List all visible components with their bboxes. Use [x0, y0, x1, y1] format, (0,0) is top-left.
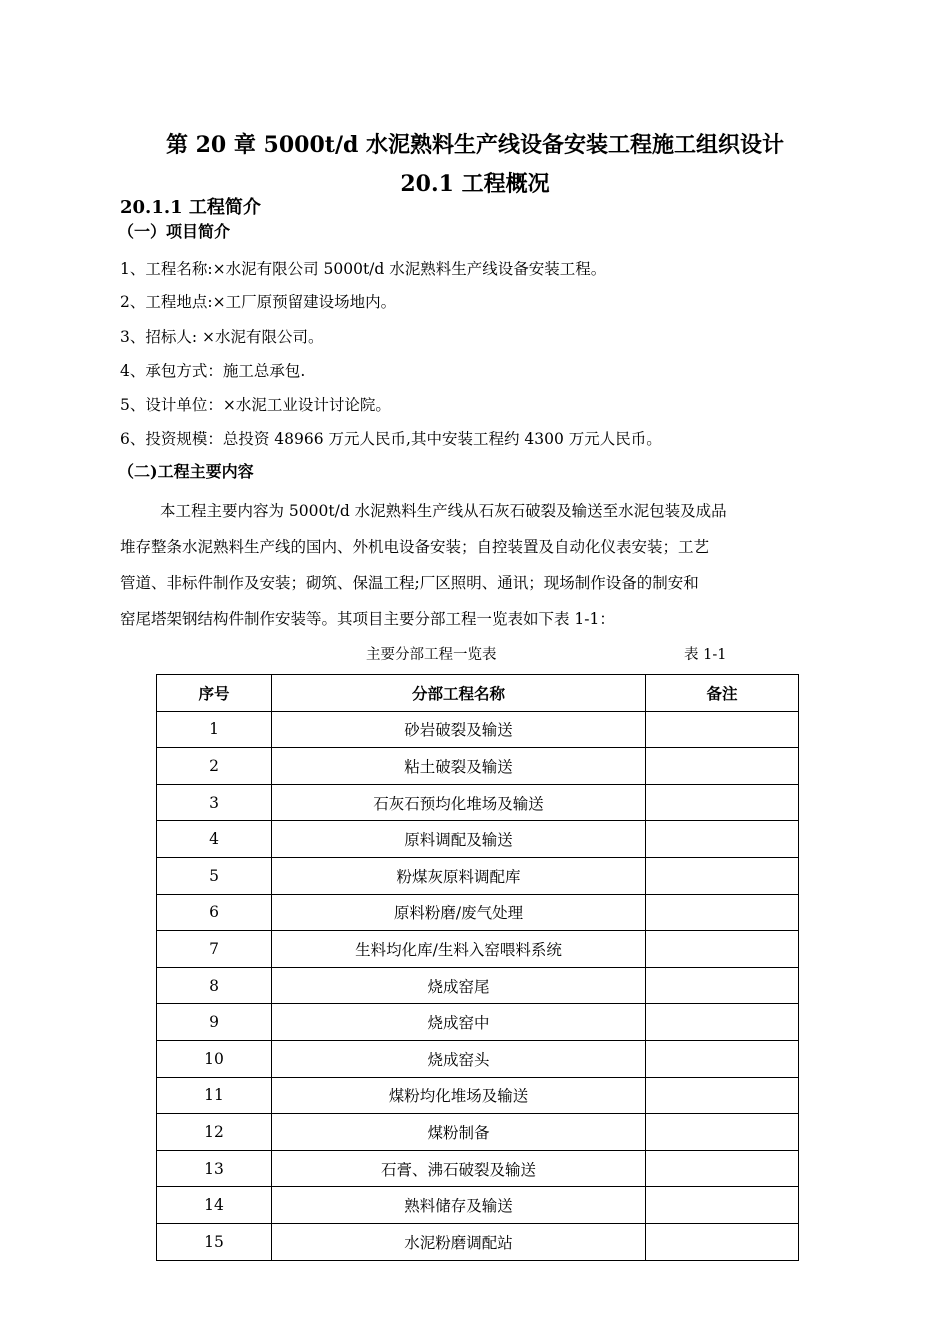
cell-remarks	[646, 931, 799, 968]
table-row	[157, 1114, 799, 1151]
table-row	[157, 1040, 799, 1077]
cell-index: 14	[157, 1187, 272, 1224]
cell-work-name: 粉煤灰原料调配库	[272, 857, 646, 894]
cell-remarks	[646, 784, 799, 821]
cell-remarks	[646, 967, 799, 1004]
cell-work-name: 煤粉制备	[272, 1114, 646, 1151]
cell-remarks	[646, 1040, 799, 1077]
table-number: 表 1-1	[684, 647, 727, 663]
cell-index: 15	[157, 1223, 272, 1260]
table-caption: 主要分部工程一览表	[366, 647, 497, 663]
cell-work-name: 石灰石预均化堆场及输送	[272, 784, 646, 821]
cell-remarks	[646, 1077, 799, 1114]
table-row	[157, 748, 799, 785]
table-row	[157, 857, 799, 894]
cell-work-name: 煤粉均化堆场及输送	[272, 1077, 646, 1114]
cell-index: 6	[157, 894, 272, 931]
table-row	[157, 1223, 799, 1260]
cell-work-name: 烧成窑中	[272, 1004, 646, 1041]
paragraph-line: 管道、非标件制作及安装；砌筑、保温工程;厂区照明、通讯；现场制作设备的制安和	[120, 574, 699, 592]
cell-remarks	[646, 821, 799, 858]
cell-index: 4	[157, 821, 272, 858]
cell-remarks	[646, 748, 799, 785]
cell-index: 3	[157, 784, 272, 821]
cell-index: 2	[157, 748, 272, 785]
table-body	[157, 711, 799, 1260]
table-row	[157, 894, 799, 931]
cell-remarks	[646, 1187, 799, 1224]
cell-work-name: 水泥粉磨调配站	[272, 1223, 646, 1260]
cell-remarks	[646, 894, 799, 931]
cell-work-name: 石膏、沸石破裂及输送	[272, 1150, 646, 1187]
table-row	[157, 1187, 799, 1224]
table-row	[157, 711, 799, 748]
cell-index: 9	[157, 1004, 272, 1041]
cell-work-name: 烧成窑头	[272, 1040, 646, 1077]
cell-work-name: 烧成窑尾	[272, 967, 646, 1004]
subsection-title: 20.1.1 工程简介	[120, 197, 261, 218]
table-row	[157, 1077, 799, 1114]
cell-index: 5	[157, 857, 272, 894]
paragraph-line: 堆存整条水泥熟料生产线的国内、外机电设备安装；自控装置及自动化仪表安装；工艺	[120, 538, 710, 556]
cell-work-name: 原料粉磨/废气处理	[272, 894, 646, 931]
cell-index: 12	[157, 1114, 272, 1151]
cell-work-name: 生料均化库/生料入窑喂料系统	[272, 931, 646, 968]
paragraph-line: 窑尾塔架钢结构件制作安装等。其项目主要分部工程一览表如下表 1-1：	[120, 610, 615, 628]
table-row	[157, 784, 799, 821]
table-row	[157, 1150, 799, 1187]
cell-index: 11	[157, 1077, 272, 1114]
main-content-heading: （二)工程主要内容	[118, 462, 254, 481]
table-header-row	[157, 675, 799, 712]
cell-remarks	[646, 1004, 799, 1041]
works-table	[156, 674, 799, 1261]
table-row	[157, 1004, 799, 1041]
cell-index: 1	[157, 711, 272, 748]
cell-index: 13	[157, 1150, 272, 1187]
cell-remarks	[646, 1114, 799, 1151]
intro-item-location: 2、工程地点:×工厂原预留建设场地内。	[120, 293, 397, 311]
project-intro-heading: （一）项目简介	[118, 222, 231, 241]
cell-work-name: 砂岩破裂及输送	[272, 711, 646, 748]
section-title: 20.1 工程概况	[400, 171, 550, 197]
cell-index: 8	[157, 967, 272, 1004]
cell-remarks	[646, 711, 799, 748]
chapter-title: 第 20 章 5000t/d 水泥熟料生产线设备安装工程施工组织设计	[165, 132, 785, 158]
intro-item-investment: 6、投资规模：总投资 48966 万元人民币,其中安装工程约 4300 万元人民币。	[120, 430, 662, 448]
cell-remarks	[646, 1150, 799, 1187]
cell-index: 10	[157, 1040, 272, 1077]
table-row	[157, 931, 799, 968]
header-index: 序号	[157, 675, 272, 712]
intro-item-contract: 4、承包方式：施工总承包.	[120, 362, 306, 380]
intro-item-designer: 5、设计单位：×水泥工业设计讨论院。	[120, 396, 391, 414]
cell-work-name: 熟料储存及输送	[272, 1187, 646, 1224]
main-content-paragraph	[120, 493, 855, 637]
header-remarks: 备注	[646, 675, 799, 712]
cell-remarks	[646, 1223, 799, 1260]
paragraph-line: 本工程主要内容为 5000t/d 水泥熟料生产线从石灰石破裂及输送至水泥包装及成品	[160, 502, 727, 520]
cell-index: 7	[157, 931, 272, 968]
table-row	[157, 821, 799, 858]
cell-work-name: 原料调配及输送	[272, 821, 646, 858]
header-work-name: 分部工程名称	[272, 675, 646, 712]
table-row	[157, 967, 799, 1004]
cell-remarks	[646, 857, 799, 894]
intro-item-name: 1、工程名称:×水泥有限公司 5000t/d 水泥熟料生产线设备安装工程。	[120, 260, 607, 278]
cell-work-name: 粘土破裂及输送	[272, 748, 646, 785]
intro-item-bidder: 3、招标人: ×水泥有限公司。	[120, 328, 324, 346]
